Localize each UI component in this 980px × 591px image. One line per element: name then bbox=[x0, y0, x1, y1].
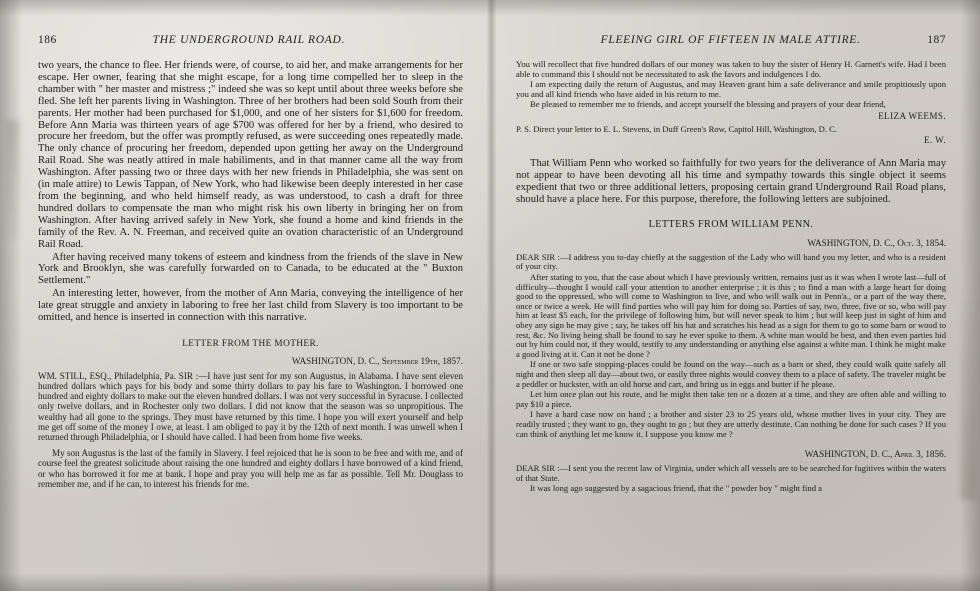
right-letter1-paragraph-5: I have a hard case now on hand ; a brother and sister 23 to 25 years old, whose mother lives in your city. They are readily trusted ; they want to go, they ought to go ; but they are utterly destitute. Can nothing be done for such cases ? If you can think of anything let me know it. I suppose you know me ? bbox=[516, 409, 946, 439]
right-page bbox=[516, 34, 946, 495]
right-top-paragraph-2: I am expecting daily the return of Augustus, and may Heaven grant him a safe deliverance and smile propitiously upon you and all kind friends who have aided in his return to me. bbox=[516, 79, 946, 99]
right-letter1-paragraph-1: DEAR SIR :—I address you to-day chiefly at the suggestion of the Lady who will hand you my letter, and who is a resident of your city. bbox=[516, 251, 946, 272]
right-top-paragraph-3: Be pleased to remember me to friends, and accept yourself the blessing and prayers of your dear friend, bbox=[530, 99, 886, 110]
left-spacer-1 bbox=[38, 325, 463, 330]
right-top-signature: ELIZA WEEMS. bbox=[878, 110, 946, 121]
left-page bbox=[38, 34, 463, 490]
right-page-header bbox=[516, 34, 946, 48]
left-page-running-head: THE UNDERGROUND RAIL ROAD. bbox=[152, 34, 346, 46]
right-letter1-paragraph-3: If one or two safe stopping-places could be found on the way—such as a barn or shed, they could walk quite safely all night and then sleep all day—about two, or easily three nights would convey them to a place of safety. The traveler might be a peddler or huckster, with an old horse and cart, and bring us in eggs and butter if he please. bbox=[516, 359, 946, 389]
left-paragraph-1: two years, the chance to flee. Her friends were, of course, to aid her, and make arrangements for her escape. Her owner, fearing that she might escape, for a long time compelled her to sleep in the chamber with " her master and mistress ;" indeed she was so kept until about three weeks before she fled. She left her parents living in Washington. Three of her brothers had been sold South from their parents. Her mother had been purchased for $1,000, and one of her sisters for $1,600 for freedom. Before Ann Maria was thirteen years of age $700 was offered for her by a friend, who desired to procure her freedom, but the offer was promptly refused, as were succeeding ones repeatedly made. The only chance of procuring her freedom, depended upon getting her away on the Underground Rail Road. She was neatly attired in male habiliments, and in that manner came all the way from Washington. After passing two or three days with her new friends in Philadelphia, she was sent on (in male attire) to Lewis Tappan, of New York, who had likewise been deeply interested in her case from the beginning, and who held himself ready, as was understood, to cash a draft for three hundred dollars to compensate the man who might risk his own liberty in bringing her on from Washington. After having arrived safely in New York, she found a home and kind friends in the family of the Rev. A. N. Freeman, and received quite an ovation characteristic of an Underground Rail Road. bbox=[38, 60, 463, 250]
left-letter-dateline: WASHINGTON, D. C., September 19th, 1857. bbox=[291, 355, 463, 366]
right-spacer-1 bbox=[516, 149, 946, 158]
page-edge-shadow-right bbox=[960, 0, 980, 591]
page-edge-shadow-left bbox=[0, 0, 22, 591]
left-page-folio: 186 bbox=[38, 34, 57, 46]
right-page-running-head: FLEEING GIRL OF FIFTEEN IN MALE ATTIRE. bbox=[600, 34, 861, 46]
right-letter1-paragraph-4: Let him once plan out his route, and he might then take ten or a dozen at a time, and they are often able and willing to pay $10 a piece. bbox=[516, 389, 946, 409]
page-stain-right bbox=[960, 300, 976, 500]
right-spacer-2 bbox=[516, 440, 946, 445]
right-top-paragraph-1: You will recollect that five hundred dollars of our money was taken to buy the sister of Henry H. Garnett's wife. Had I been able to command this I should not be necessitated to ask the favors and indulgences I do. bbox=[516, 59, 946, 79]
right-letter1-paragraph-2: After stating to you, that the case about which I have previously written, remains just as it was when I wrote last—full of difficulty—thought I would call your attention to another enterprise ; it is this ; to find a man with a large heart for doing good to the oppressed, who will come to Washington to live, and who will walk out in Penn'a., or a part of the way there, once or twice a week. He will find parties who will pay him for doing so. Parties of say, two, three, five or so, who will pay him at least $5 each, for the privilege of following him, but will never speak to him ; but will keep just in sight of him and obey any sign he may give ; say, he takes off his hat and scratches his head as a sign for them to go to some barn or wood to rest, &c. No living being shall be found to say he ever spoke to them. A white man would be best, and then even parties hid out by him could not, if they would, testify to any understanding or anything else against a white man. I think he might make a good living at it. Can it not be done ? bbox=[516, 272, 946, 359]
left-letter-heading: LETTER FROM THE MOTHER. bbox=[182, 338, 319, 349]
left-letter-paragraph-1: WM. STILL, ESQ., Philadelphia, Pa. SIR :—I have just sent for my son Augustus, in Alabama. I have sent eleven hundred dollars which pays for his body and some thirty dollars to pay his fare to Washington. I borrowed one hundred and eighty dollars to make out the eleven hundred dollars. I was not very successful in Syracuse. I collected only twelve dollars, and in Rochester only two dollars. I did not know that the season was so unpropitious. The wealthy had all gone to the springs. They must have returned by this time. I hope you will exert yourself and help me get off some of the money I owe, at least. I am obliged to pay it by the 12th of next month. I was unwell when I returned through Philadelphia, or I should have called. I had been from home five weeks. bbox=[38, 370, 463, 442]
left-page-header bbox=[38, 34, 463, 48]
right-postscript: P. S. Direct your letter to E. L. Stevens, in Duff Green's Row, Capitol Hill, Washington, D. C. bbox=[516, 123, 838, 134]
right-postscript-signature: E. W. bbox=[924, 135, 946, 146]
page-stain-left bbox=[6, 120, 20, 240]
right-bridge-paragraph: That William Penn who worked so faithfully for two years for the deliverance of Ann Maria may not appear to have been devoting all his time and sympathy towards this single object it seems expedient that two or three additional letters, proposing certain grand Underground Rail Road plans, should have a place here. For this purpose, therefore, the following letters are subjoined. bbox=[516, 158, 946, 206]
left-paragraph-3: An interesting letter, however, from the mother of Ann Maria, conveying the intelligence of her late great struggle and anxiety in laboring to free her last child from Slavery is too important to be omitted, and hence is inserted in connection with this narrative. bbox=[38, 288, 463, 324]
left-letter-paragraph-2: My son Augustus is the last of the family in Slavery. I feel rejoiced that he is soon to be free and with me, and of course feel the greatest solicitude about raising the one hundred and eighty dollars I have borrowed of a kind friend, or who has borrowed it for me at bank. I hope and pray you will help me as far as possible. Tell Mr. Douglass to remember me, and if he can, to interest his friends for me. bbox=[38, 448, 463, 489]
book-spine bbox=[487, 0, 496, 591]
right-page-folio: 187 bbox=[927, 34, 946, 46]
right-letter2-dateline: WASHINGTON, D. C., April 3, 1856. bbox=[804, 449, 946, 460]
right-letter2-paragraph-1: DEAR SIR :—I sent you the recent law of Virginia, under which all vessels are to be searched for fugitives within the waters of that State. bbox=[516, 463, 946, 483]
right-letters-heading: LETTERS FROM WILLIAM PENN. bbox=[648, 219, 814, 230]
right-letter2-paragraph-2: It was long ago suggested by a sagacious friend, that the " powder boy " might find a bbox=[530, 483, 822, 494]
left-paragraph-2: After having received many tokens of esteem and kindness from the friends of the slave in New York and Brooklyn, she was carefully forwarded on to Canada, to be educated at the " Buxton Settlement." bbox=[38, 251, 463, 287]
right-letter1-dateline: WASHINGTON, D. C., Oct. 3, 1854. bbox=[807, 237, 946, 248]
